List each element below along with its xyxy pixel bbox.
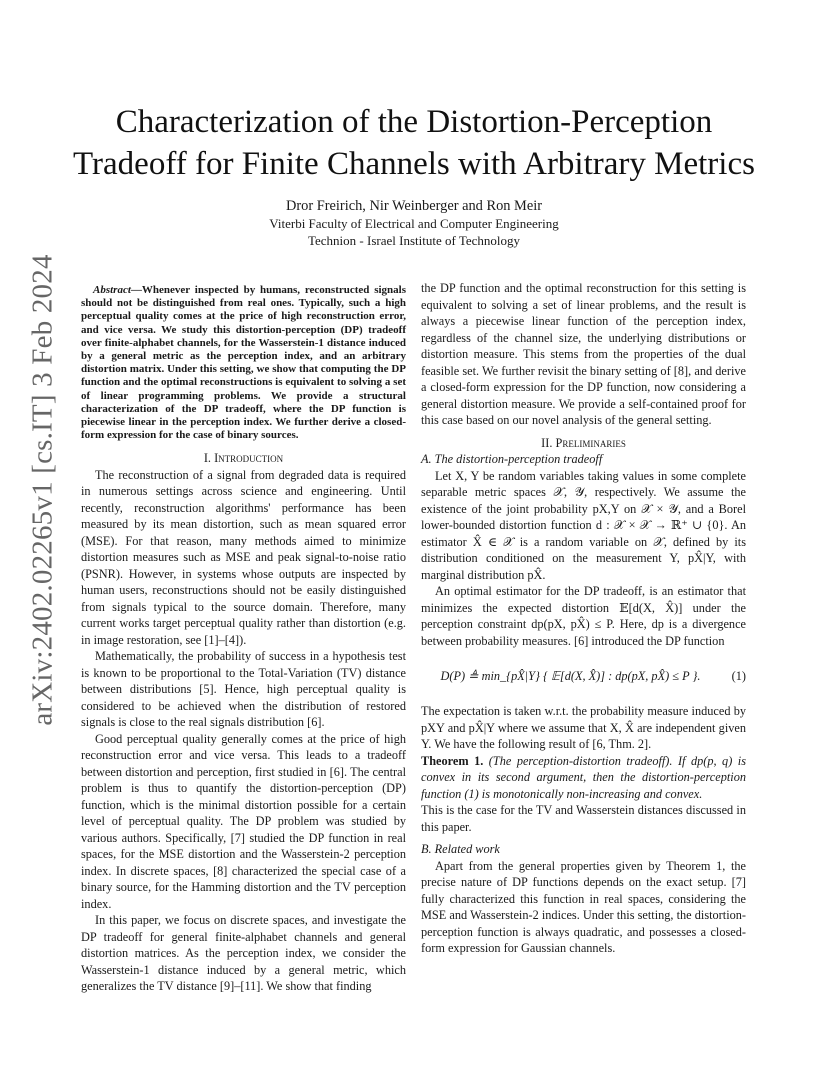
left-column: [81, 284, 406, 995]
related-work-paragraph: Apart from the general properties given by Theorem 1, the precise nature of DP functions depends on the exact setup. [7] fully characterized this function in real spaces, considering the MSE and Wasserstein-2 indices. Under this setting, the distortion-perception function is always quadratic, and possesses a closed-form expression for Gaussian channels.: [421, 858, 746, 955]
affiliation-line-2: Technion - Israel Institute of Technology: [307, 233, 521, 248]
intro-paragraph-1: The reconstruction of a signal from degraded data is required in numerous settings across science and engineering. Until recently, reconstruction algorithms' performance has been measured by its mean distortion, such as mean squared error (MSE). For that reason, many methods aimed to minimize distortion measures such as MSE and peak signal-to-noise ratio (PSNR). However, in systems whose outputs are inspected by human users, reconstructions should not be easily distinguished from signals typical to the source domain. Therefore, many current works target perceptual quality rather than distortion (e.g. in image restoration, see [1]–[4]).: [81, 467, 406, 647]
paper-title: [60, 101, 768, 185]
prelim-paragraph-1: Let X, Y be random variables taking values in some complete separable metric spaces 𝒳, 𝒴, respectively. We assume the existence of the joint probability pX,Y on 𝒳 × 𝒴, and a Borel lower-bounded distortion function d : 𝒳 × 𝒳 → ℝ⁺ ∪ {0}. An estimator X̂ ∈ 𝒳 is a random variable on 𝒳, defined by its distribution conditioned on the measurement Y, pX̂|Y, with marginal distribution pX̂.: [421, 468, 746, 582]
arxiv-identifier: arXiv:2402.02265v1 [cs.IT] 3 Feb 2024: [26, 254, 59, 726]
section-1-heading: I. Introduction: [203, 451, 284, 466]
abstract: [81, 284, 406, 442]
title-line-2: Tradeoff for Finite Channels with Arbitrary Metrics: [73, 146, 755, 182]
intro-paragraph-3: Good perceptual quality generally comes at the price of high reconstruction error and vice versa. This leads to a tradeoff between distortion and perception, first studied in [6]. The central problem is thus to quantify the distortion-perception (DP) function, which is the minimal distortion possible for a certain level of perceptual quality. The DP problem was studied by various authors. Specifically, [7] studied the DP function in real spaces, for the MSE distortion and the Wasserstein-2 perception index. In discrete spaces, [8] characterized the special case of a binary source, for the Hamming distortion and the TV perception index.: [81, 731, 406, 911]
subsection-a-heading: A. The distortion-perception tradeoff: [421, 452, 603, 466]
theorem-body: (The perception-distortion tradeoff). If dp(p, q) is convex in its second argument, then the distortion-perception function (1) is monotonically non-increasing and convex.: [421, 753, 746, 801]
intro-paragraph-2: Mathematically, the probability of success in a hypothesis test is known to be proportional to the Total-Variation (TV) distance between distributions [5]. Hence, high perceptual quality is considered to be achieved when the distribution of restored signals is close to the real signals distribution [6].: [81, 649, 406, 730]
abstract-lead: Abstract: [93, 284, 131, 296]
equation-1: [421, 655, 746, 697]
affiliation-line-1: Viterbi Faculty of Electrical and Computer Engineering: [269, 216, 559, 231]
theorem-heading: Theorem 1.: [421, 753, 484, 768]
abstract-body: —Whenever inspected by humans, reconstructed signals should not be distinguished from real ones. Typically, such a high perceptual quality comes at the price of high reconstruction error, and vice versa. We study this distortion-perception (DP) tradeoff over finite-alphabet channels, for the Wasserstein-1 distance induced by a general metric as the perception index, and an arbitrary distortion matrix. Under this setting, we show that computing the DP function and the optimal reconstructions is equivalent to solving a set of linear programming problems. We provide a structural characterization of the DP tradeoff, where the DP function is piecewise linear in the perception index. We further derive a closed-form expression for the case of binary sources.: [81, 284, 406, 442]
arxiv-sidebar: [21, 254, 65, 726]
intro-paragraph-5: the DP function and the optimal reconstruction for this setting is equivalent to solving a set of linear problems, and the result is always a piecewise linear function of the perception index, regardless of the channel size, the underlying distributions or distortion measure. This stems from the properties of the dual feasible set. We further revisit the binary setting of [8], and derive a closed-form expression for the DP function, now considering a general distortion measure. We provide a self-contained proof for this case based on our novel analysis of the general setting.: [421, 281, 746, 427]
section-2-heading: II. Preliminaries: [541, 435, 626, 450]
equation-number: (1): [731, 668, 746, 683]
intro-paragraph-4: In this paper, we focus on discrete spaces, and investigate the DP tradeoff for general finite-alphabet channels and general distortion matrices. As the perception index, we consider the Wasserstein-1 distance induced by a general metric, which generalizes the TV distance [9]–[11]. We show that finding: [81, 913, 406, 994]
right-column: [421, 280, 746, 957]
title-line-1: Characterization of the Distortion-Perception: [115, 104, 713, 140]
prelim-paragraph-4: This is the case for the TV and Wasserstein distances discussed in this paper.: [421, 803, 746, 834]
prelim-paragraph-2: An optimal estimator for the DP tradeoff, is an estimator that minimizes the expected distortion 𝔼[d(X, X̂)] under the perception constraint dp(pX, pX̂) ≤ P. Here, dp is a divergence between probability measures. [6] introduced the DP function: [421, 584, 746, 648]
equation-body: D(P) ≜ min_{pX̂|Y} { 𝔼[d(X, X̂)] : dp(pX, pX̂) ≤ P }.: [440, 668, 701, 683]
theorem-1: [421, 753, 746, 803]
authors: Dror Freirich, Nir Weinberger and Ron Meir: [285, 198, 543, 214]
subsection-b-heading: B. Related work: [421, 842, 500, 856]
prelim-paragraph-3: The expectation is taken w.r.t. the probability measure induced by pXY and pX̂|Y where we assume that X, X̂ are independent given Y. We have the following result of [6, Thm. 2].: [421, 704, 746, 751]
